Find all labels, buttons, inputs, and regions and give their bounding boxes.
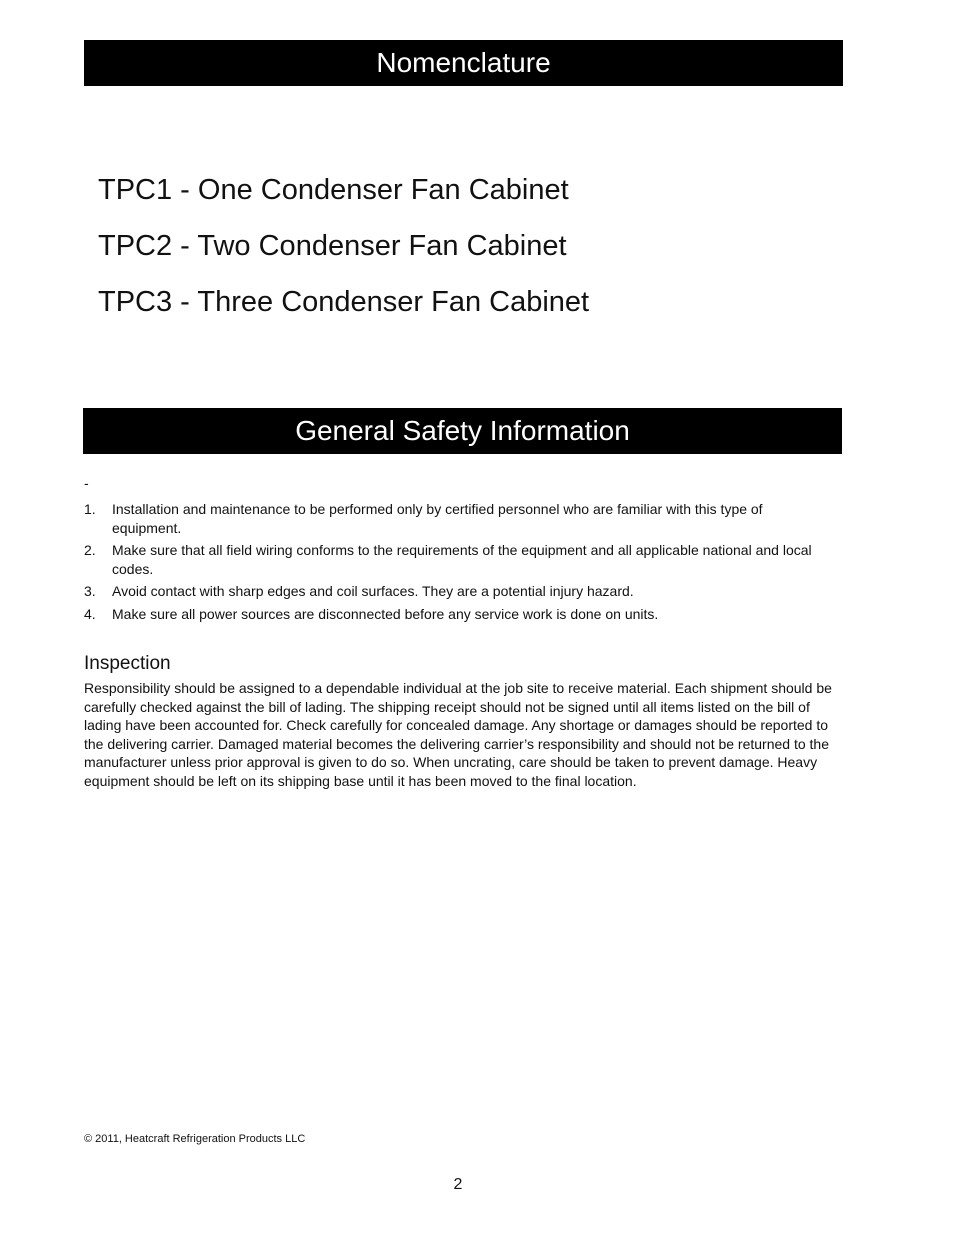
safety-item: [84, 500, 834, 537]
safety-item-number: 2.: [84, 542, 96, 558]
safety-item: [84, 582, 834, 601]
copyright-notice: © 2011, Heatcraft Refrigeration Products LLC: [84, 1133, 306, 1145]
inspection-body: Responsibility should be assigned to a dependable individual at the job site to receive material. Each shipment should be carefully checked against the bill of lading. The shipping receipt should not be signed until all items listed on the bill of lading have been accounted for. Check carefully for concealed damage. Any shortage or damages should be reported to the delivering carrier. Damaged material becomes the delivering carrier’s responsibility and should not be returned to the manufacturer unless prior approval is given to do so. When uncrating, care should be taken to prevent damage. Heavy equipment should be left on its shipping base until it has been moved to the final location.: [84, 680, 832, 789]
safety-item-text: Avoid contact with sharp edges and coil surfaces. They are a potential injury hazard.: [112, 583, 634, 599]
model-item: TPC1 - One Condenser Fan Cabinet: [98, 174, 569, 206]
safety-item: [84, 541, 834, 578]
safety-item-text: Installation and maintenance to be performed only by certified personnel who are familiar with this type of equipment.: [112, 501, 763, 536]
nomenclature-banner: [84, 40, 843, 86]
safety-item-number: 4.: [84, 605, 96, 622]
safety-list: [84, 500, 834, 627]
safety-dash: -: [84, 475, 89, 491]
safety-heading: General Safety Information: [295, 415, 630, 446]
model-item: TPC2 - Two Condenser Fan Cabinet: [98, 230, 567, 262]
page-number: 2: [453, 1176, 463, 1193]
safety-item-text: Make sure all power sources are disconnected before any service work is done on units.: [112, 605, 659, 622]
safety-banner: [83, 408, 842, 454]
model-list: [98, 162, 589, 330]
model-item: TPC3 - Three Condenser Fan Cabinet: [98, 286, 590, 318]
safety-item-number: 1.: [84, 501, 96, 517]
safety-item: [84, 605, 834, 624]
nomenclature-heading: Nomenclature: [376, 47, 551, 78]
inspection-heading: Inspection: [84, 653, 171, 674]
safety-item-text: Make sure that all field wiring conforms to the requirements of the equipment and all applicable national and local codes.: [112, 542, 812, 577]
safety-item-number: 3.: [84, 583, 96, 599]
